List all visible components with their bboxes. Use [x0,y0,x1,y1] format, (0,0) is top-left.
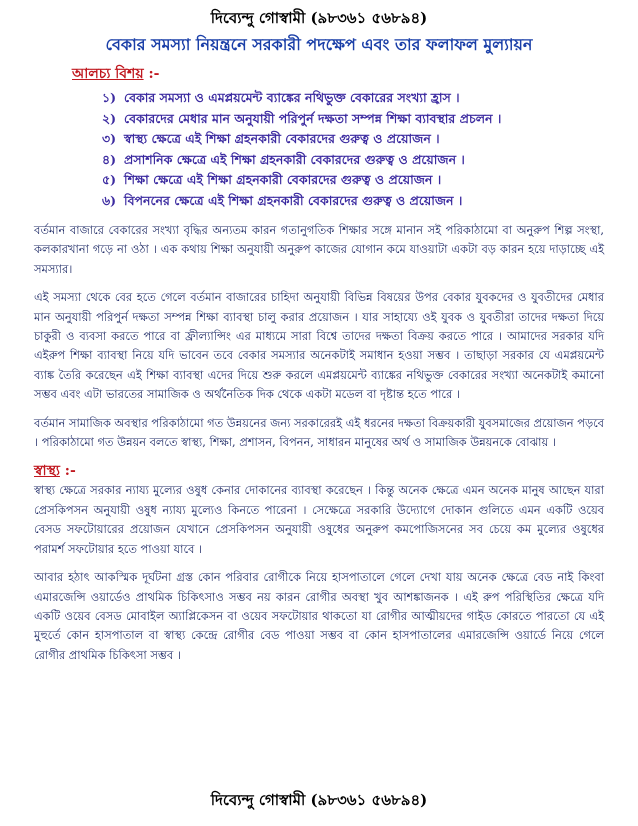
health-heading-suffix: :- [59,463,76,480]
topics-heading [72,64,604,84]
topic-item [102,109,604,130]
topic-text: স্বাস্থ্য ক্ষেত্রে এই শিক্ষা গ্রহনকারী বেকারদের গুরুত্ব ও প্রয়োজন । [124,131,440,146]
topic-text: বিপননের ক্ষেত্রে এই শিক্ষা গ্রহনকারী বেকারদের গুরুত্ব ও প্রয়োজন । [124,192,463,208]
topics-heading-suffix: :- [143,66,160,82]
topic-text: বেকারদের মেধার মান অনুযায়ী পরিপুর্ন দক্ষতা সম্পন্ন শিক্ষা ব্যাবস্থার প্রচলন । [124,110,502,126]
body-paragraph-1: বর্তমান বাজারে বেকারের সংখ্যা বৃদ্ধির অন্যতম কারন গতানুগতিক শিক্ষার সঙ্গে মানান সই পরিকাঠামো বা অনুরুপ শিল্প সংস্থা, কলকারখানা গড়ে না ওঠা । এক কথায় শিক্ষা অনুযায়ী অনুরুপ কাজের যোগান কমে যাওয়াটা একটা বড় কারন হয়ে দাড়াচ্ছে এই সমস্যার। [34,223,604,276]
topic-number: ২) [102,110,117,126]
body-paragraph-5: আবার হঠাৎ আকস্মিক দূর্ঘটনা গ্রস্ত কোন পরিবার রোগীকে নিয়ে হাসপাতালে গেলে দেখা যায় অনেক ক্ষেত্রে বেড নাই কিংবা এমারজেন্সি ওয়ার্ডেও প্রাথমিক চিকিৎসাও সম্ভব নয় কারন রোগীর অবস্থা খুব আশঙ্কাজনক । এই রুপ পরিস্থিতির ক্ষেত্রে যদি একটি ওয়েব বেসড মোবাইল অ্যাপ্লিকেসন বা ওয়েব সফটোয়ার থাকতো যা রোগীর আত্মীয়দের গাইড কোরতে পারতো যে এই মুহুর্তে কোন হাসপাতাল বা স্বাস্থ্য কেন্দ্রে রোগীর বেড পাওয়া সম্ভব বা কোন হাসপাতালের এমারজেন্সি ওয়ার্ডে নিয়ে গেলে রোগীর প্রাথমিক চিকিৎসা সম্ভব । [34,570,604,662]
topic-number: ৩) [102,131,117,146]
topic-text: বেকার সমস্যা ও এমপ্লয়মেন্ট ব্যাঙ্কের নথিভুক্ত বেকারের সংখ্যা হ্রাস । [124,90,460,105]
topic-number: ৬) [102,192,117,208]
document-title: বেকার সমস্যা নিয়ন্ত্রনে সরকারী পদক্ষেপ এবং তার ফলাফল মুল্যায়ন [105,35,533,54]
topics-heading-label: আলচ্য বিশয় [72,66,144,82]
health-heading-label: স্বাস্থ্য [34,463,60,480]
body-paragraph-4: স্বাস্থ্য ক্ষেত্রে সরকার ন্যায্য মুল্যের ওষুধ কেনার দোকানের ব্যাবস্থা করেছেন । কিন্তু অনেক ক্ষেত্রে এমন অনেক মানুষ আছেন যারা প্রেসকিপসন অনুযায়ী ওষুধ ন্যায্য মুল্যেও কিনতে পারেনা । সেক্ষেত্রে সরকারি উদ্যোগে দোকান গুলিতে এমন একটি ওয়েব বেসড সফটোয়ারের প্রয়োজন যেখানে প্রেসকিপসন অনুযায়ী ওষুধের অনুরুপ কমপোজিসনের সব চেয়ে কম মুল্যের ওষুধের পরামর্শ সফটোয়ার হতে পাওয়া যাবে । [34,483,604,556]
topic-item [102,129,604,150]
topic-number: ৫) [102,172,117,187]
topic-number: ১) [102,90,117,105]
topic-number: ৪) [102,151,117,167]
topic-item [102,191,604,212]
health-section-heading [34,461,604,481]
topic-text: প্রসাশনিক ক্ষেত্রে এই শিক্ষা গ্রহনকারী বেকারদের গুরুত্ব ও প্রয়োজন । [124,151,465,167]
author-line: দিব্যেন্দু গোস্বামী (৯৮৩৬১ ৫৬৮৯৪) [210,9,428,27]
footer-author-line: দিব্যেন্দু গোস্বামী (৯৮৩৬১ ৫৬৮৯৪) [210,791,428,809]
topic-item [102,88,604,109]
body-paragraph-2: এই সমস্যা থেকে বের হতে গেলে বর্তমান বাজারের চাহিদা অনুযায়ী বিভিন্ন বিষয়ের উপর বেকার যুবকদের ও যুবতীদের মেধার মান অনুযায়ী পরিপুর্ন দক্ষতা সম্পন্ন শিক্ষা ব্যাবস্থা চালু করার প্রয়োজন । যার সাহায্যে ওই যুবক ও যুবতীরা তাদের দক্ষতা দিয়ে চাকুরী ও ব্যবসা করতে পারে বা ফ্রীল্যান্সিং এর মাধ্যমে সারা বিশ্বে তাদের দক্ষতা বিক্রয় করতে পারে । আমাদের সরকার যদি এইরুপ শিক্ষা ব্যাবস্থা নিয়ে যদি ভাবেন তবে বেকার সমস্যার অনেকটাই সমাধান হওয়া সম্ভব । তাছাড়া সরকার যে এমপ্লয়মেন্ট ব্যাঙ্ক তৈরি করেছেন এই শিক্ষা ব্যাবস্থা এদের দিয়ে শুরু করলে এমপ্লয়মেন্ট ব্যাঙ্কের নথিভুক্ত বেকারের সংখ্যা অনেকটাই কমানো সম্ভব এবং এটা ভারতের সামাজিক ও অর্থনৈতিক দিক থেকে একটা মডেল বা দৃষ্টান্ত হতে পারে । [34,290,604,402]
topic-text: শিক্ষা ক্ষেত্রে এই শিক্ষা গ্রহনকারী বেকারদের গুরুত্ব ও প্রয়োজন । [124,172,442,187]
body-paragraph-3: বর্তমান সামাজিক অবস্থার পরিকাঠামো গত উন্নয়নের জন্য সরকারেরই এই ধরনের দক্ষতা বিক্রয়কারী যুবসমাজের প্রয়োজন পড়বে । পরিকাঠামো গত উন্নয়ন বলতে স্বাস্থ্য, শিক্ষা, প্রশাসন, বিপনন, সাধারন মানুষের অর্থ ও সামাজিক উন্নয়নকে বোঝায় । [34,415,604,450]
topic-list [102,88,604,211]
topic-item [102,170,604,191]
topic-item [102,150,604,171]
